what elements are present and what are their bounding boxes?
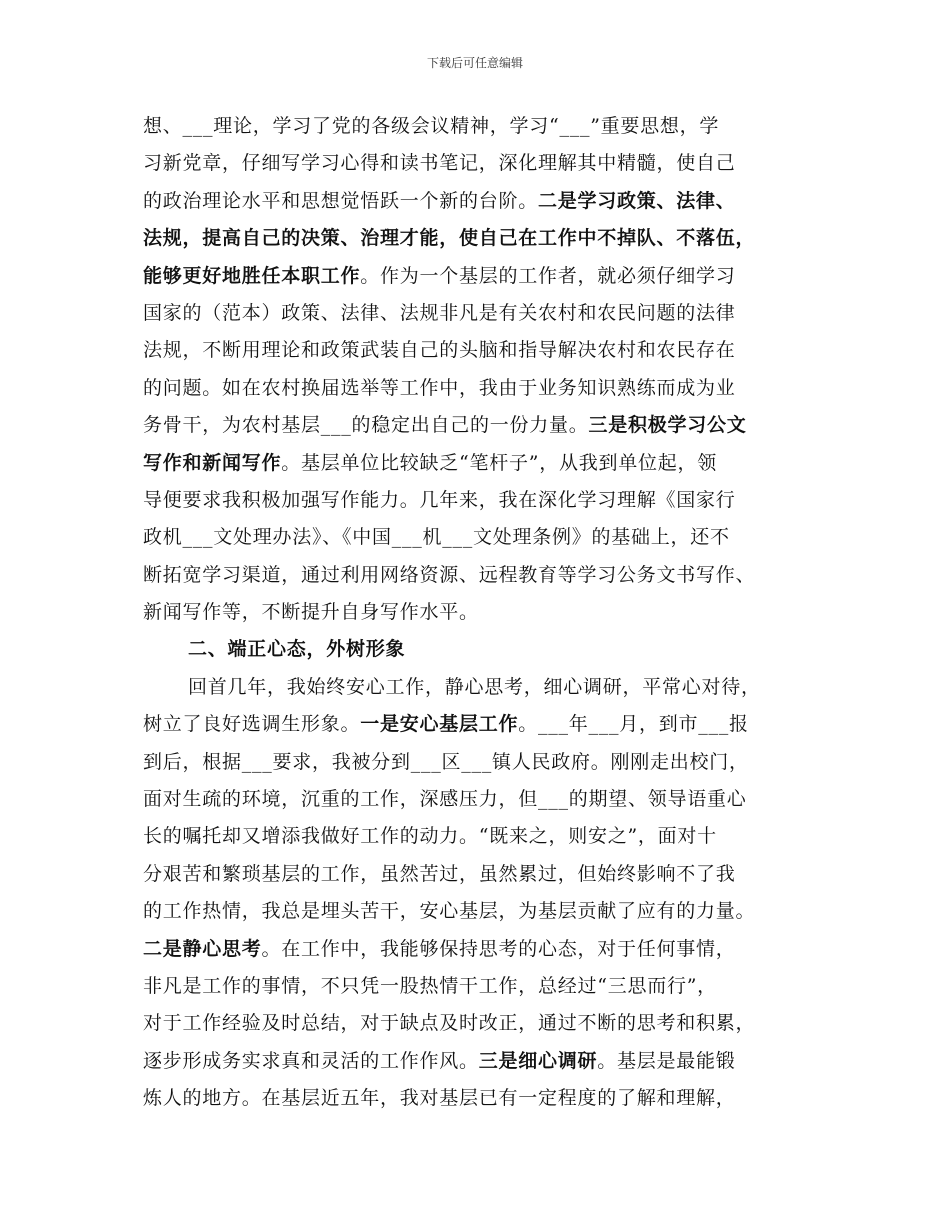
- bold-text-segment: 三是积极学习公文: [588, 414, 747, 437]
- text-line: [143, 744, 833, 781]
- text-segment: 务骨干，为农村基层___的稳定出自己的一份力量。: [143, 414, 589, 437]
- text-segment: 想、___理论，学习了党的各级会议精神，学习“___”重要思想，学: [143, 115, 720, 137]
- text-line: [143, 258, 833, 295]
- text-line: [143, 407, 833, 444]
- text-segment: 。作为一个基层的工作者，就必须仔细学习: [360, 264, 736, 287]
- text-line: [143, 370, 833, 407]
- text-line: [143, 893, 833, 930]
- text-line: [143, 332, 833, 369]
- text-segment: 。基层单位比较缺乏“笔杆子”，从我到单位起，领: [281, 451, 717, 474]
- text-segment: 政机___文处理办法》、《中国___机___文处理条例》的基础上，还不: [143, 526, 730, 549]
- bold-text-segment: 法规，提高自己的决策、治理才能，使自己在工作中不掉队、不落伍，: [143, 227, 756, 250]
- text-segment: 。___年___月，到市___报: [518, 713, 749, 736]
- text-segment: 炼人的地方。在基层近五年，我对基层已有一定程度的了解和理解，: [143, 1087, 736, 1110]
- text-segment: 习新党章，仔细写学习心得和读书笔记，深化理解其中精髓，使自己: [143, 152, 736, 175]
- page-header: 下载后可任意编辑: [426, 56, 523, 70]
- bold-text-segment: 写作和新闻写作: [143, 451, 282, 474]
- text-segment: 国家的（范本）政策、法律、法规非凡是有关农村和农民问题的法律: [143, 301, 736, 324]
- text-line: [143, 1005, 833, 1042]
- text-line: [143, 145, 833, 182]
- text-line: [143, 631, 833, 668]
- text-segment: 断拓宽学习渠道，通过利用网络资源、远程教育等学习公务文书写作、: [143, 563, 756, 586]
- text-segment: 面对生疏的环境，沉重的工作，深感压力，但___的期望、领导语重心: [143, 788, 747, 811]
- bold-text-segment: 二、端正心态，外树形象: [188, 638, 406, 661]
- bold-text-segment: 能够更好地胜任本职工作: [143, 264, 361, 287]
- bold-text-segment: 一是安心基层工作: [360, 713, 519, 736]
- text-line: [143, 669, 833, 706]
- text-segment: 新闻写作等，不断提升自身写作水平。: [143, 601, 479, 624]
- text-line: [143, 706, 833, 743]
- body-text: [143, 108, 833, 1118]
- text-line: [143, 968, 833, 1005]
- text-line: [143, 781, 833, 818]
- text-segment: 逐步形成务实求真和灵活的工作作风。: [143, 1049, 479, 1072]
- text-segment: 到后，根据___要求，我被分到___区___镇人民政府。刚刚走出校门，: [143, 750, 749, 773]
- bold-text-segment: 二是学习政策、法律、: [538, 189, 736, 212]
- text-line: [143, 818, 833, 855]
- text-segment: 的问题。如在农村换届选举等工作中，我由于业务知识熟练而成为业: [143, 376, 736, 399]
- text-segment: 法规，不断用理论和政策武装自己的头脑和指导解决农村和农民存在: [143, 339, 736, 362]
- text-line: [143, 519, 833, 556]
- text-line: [143, 1080, 833, 1117]
- text-line: [143, 557, 833, 594]
- text-line: [143, 856, 833, 893]
- text-segment: 导便要求我积极加强写作能力。几年来，我在深化学习理解《国家行: [143, 488, 736, 511]
- text-segment: 树立了良好选调生形象。: [143, 713, 361, 736]
- text-segment: 。基层是最能锻: [597, 1049, 736, 1072]
- text-line: [143, 594, 833, 631]
- text-line: [143, 183, 833, 220]
- text-line: [143, 1043, 833, 1080]
- text-segment: 长的嘱托却又增添我做好工作的动力。“既来之，则安之”，面对十: [143, 825, 717, 848]
- text-segment: 对于工作经验及时总结，对于缺点及时改正，通过不断的思考和积累，: [143, 1012, 756, 1035]
- text-line: [143, 482, 833, 519]
- text-segment: 。在工作中，我能够保持思考的心态，对于任何事情，: [261, 937, 736, 960]
- text-line: [143, 108, 833, 145]
- text-segment: 的政治理论水平和思想觉悟跃一个新的台阶。: [143, 189, 539, 212]
- text-line: [143, 295, 833, 332]
- bold-text-segment: 二是静心思考: [143, 937, 262, 960]
- text-segment: 分艰苦和繁琐基层的工作，虽然苦过，虽然累过，但始终影响不了我: [143, 862, 736, 885]
- bold-text-segment: 三是细心调研: [478, 1049, 598, 1072]
- text-segment: 非凡是工作的事情，不只凭一股热情干工作，总经过“三思而行”，: [143, 974, 717, 997]
- text-line: [143, 445, 833, 482]
- text-line: [143, 931, 833, 968]
- text-segment: 的工作热情，我总是埋头苦干，安心基层，为基层贡献了应有的力量。: [143, 900, 756, 923]
- text-line: [143, 220, 833, 257]
- text-segment: 回首几年，我始终安心工作，静心思考，细心调研，平常心对待，: [188, 675, 761, 698]
